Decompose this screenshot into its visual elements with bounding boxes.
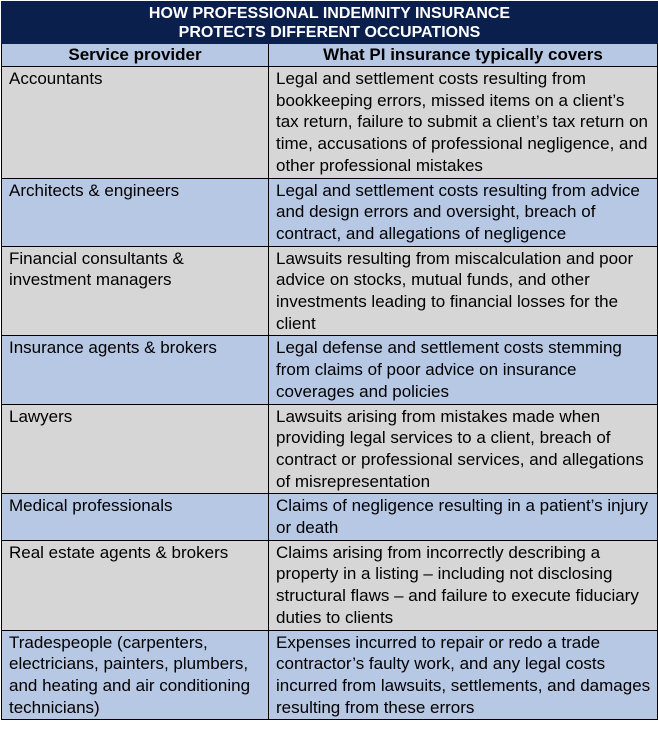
pi-insurance-table [1,1,658,720]
coverage-cell: Expenses incurred to repair or redo a trade contractor’s faulty work, and any legal costs incurred from lawsuits, settlements, and damages resulting from these errors [269,630,658,720]
table-row [2,630,658,720]
coverage-cell: Lawsuits arising from mistakes made when providing legal services to a client, breach of contract or professional services, and allegations of misrepresentation [269,404,658,494]
header-coverage: What PI insurance typically covers [269,44,658,67]
table-title-line-1: HOW PROFESSIONAL INDEMNITY INSURANCE [148,5,511,22]
table-title-line-2: PROTECTS DIFFERENT OCCUPATIONS [178,24,481,41]
provider-cell: Tradespeople (carpenters, electricians, painters, plumbers, and heating and air conditioning technicians) [2,630,269,720]
table-row [2,246,658,336]
table-row [2,67,658,179]
provider-cell: Real estate agents & brokers [2,540,269,630]
table-row [2,404,658,494]
table-row [2,336,658,404]
provider-cell: Insurance agents & brokers [2,336,269,404]
coverage-cell: Legal and settlement costs resulting from advice and design errors and oversight, breach of contract, and allegations of negligence [269,178,658,246]
provider-cell: Medical professionals [2,494,269,540]
coverage-cell: Legal defense and settlement costs stemming from claims of poor advice on insurance coverages and policies [269,336,658,404]
coverage-cell: Claims of negligence resulting in a patient’s injury or death [269,494,658,540]
table-row [2,540,658,630]
header-row [2,44,658,67]
table-row [2,494,658,540]
provider-cell: Accountants [2,67,269,179]
provider-cell: Architects & engineers [2,178,269,246]
pi-insurance-table-container [1,1,657,720]
title-row [2,2,658,44]
coverage-cell: Lawsuits resulting from miscalculation and poor advice on stocks, mutual funds, and other investments leading to financial losses for the client [269,246,658,336]
coverage-cell: Legal and settlement costs resulting from bookkeeping errors, missed items on a client’s tax return, failure to submit a client’s tax return on time, accusations of professional negligence, and other professional mistakes [269,67,658,179]
table-row [2,178,658,246]
provider-cell: Lawyers [2,404,269,494]
coverage-cell: Claims arising from incorrectly describing a property in a listing – including not disclosing structural flaws – and failure to execute fiduciary duties to clients [269,540,658,630]
header-service-provider: Service provider [2,44,269,67]
table-title [2,2,658,44]
provider-cell: Financial consultants & investment managers [2,246,269,336]
